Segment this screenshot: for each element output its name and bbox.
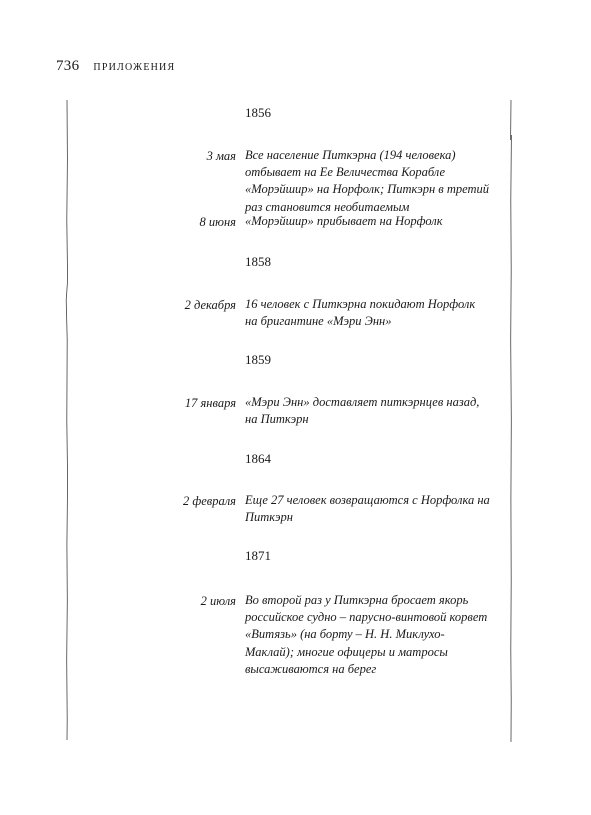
- entry-text: Все население Питкэрна (194 человека) отбывает на Ее Величества Корабле «Морэйшир» на Норфолк; Питкэрн в третий раз становится необитаемым: [245, 148, 490, 214]
- right-border-line: [511, 100, 512, 742]
- year-heading: 1859: [245, 352, 271, 367]
- entry-date: 3 мая: [206, 149, 236, 163]
- entry-date: 17 января: [184, 396, 236, 410]
- year-heading: 1864: [245, 451, 271, 466]
- entry-text: Во второй раз у Питкэрна бросает якорь российское судно – парусно-винтовой корвет «Витязь» (на борту – Н. Н. Миклухо-Маклай); многие офицеры и матросы высаживаются на берег: [245, 593, 488, 676]
- entry-date: 2 июля: [200, 594, 236, 608]
- year-heading: 1858: [245, 254, 271, 269]
- left-border-line: [66, 100, 67, 740]
- entry-date: 2 декабря: [184, 298, 236, 312]
- year-heading: 1856: [245, 105, 271, 120]
- page-number: 736: [56, 58, 80, 74]
- section-title: ПРИЛОЖЕНИЯ: [93, 62, 176, 73]
- year-heading: 1871: [245, 548, 271, 563]
- entry-text: «Морэйшир» прибывает на Норфолк: [245, 214, 443, 228]
- entry-date: 8 июня: [199, 215, 236, 229]
- entry-text: Еще 27 человек возвращаются с Норфолка на Питкэрн: [245, 493, 490, 525]
- entry-text: 16 человек с Питкэрна покидают Норфолк на бригантине «Мэри Энн»: [245, 297, 476, 329]
- entry-date: 2 февраля: [183, 494, 236, 508]
- entry-text: «Мэри Энн» доставляет питкэрнцев назад, на Питкэрн: [245, 395, 480, 427]
